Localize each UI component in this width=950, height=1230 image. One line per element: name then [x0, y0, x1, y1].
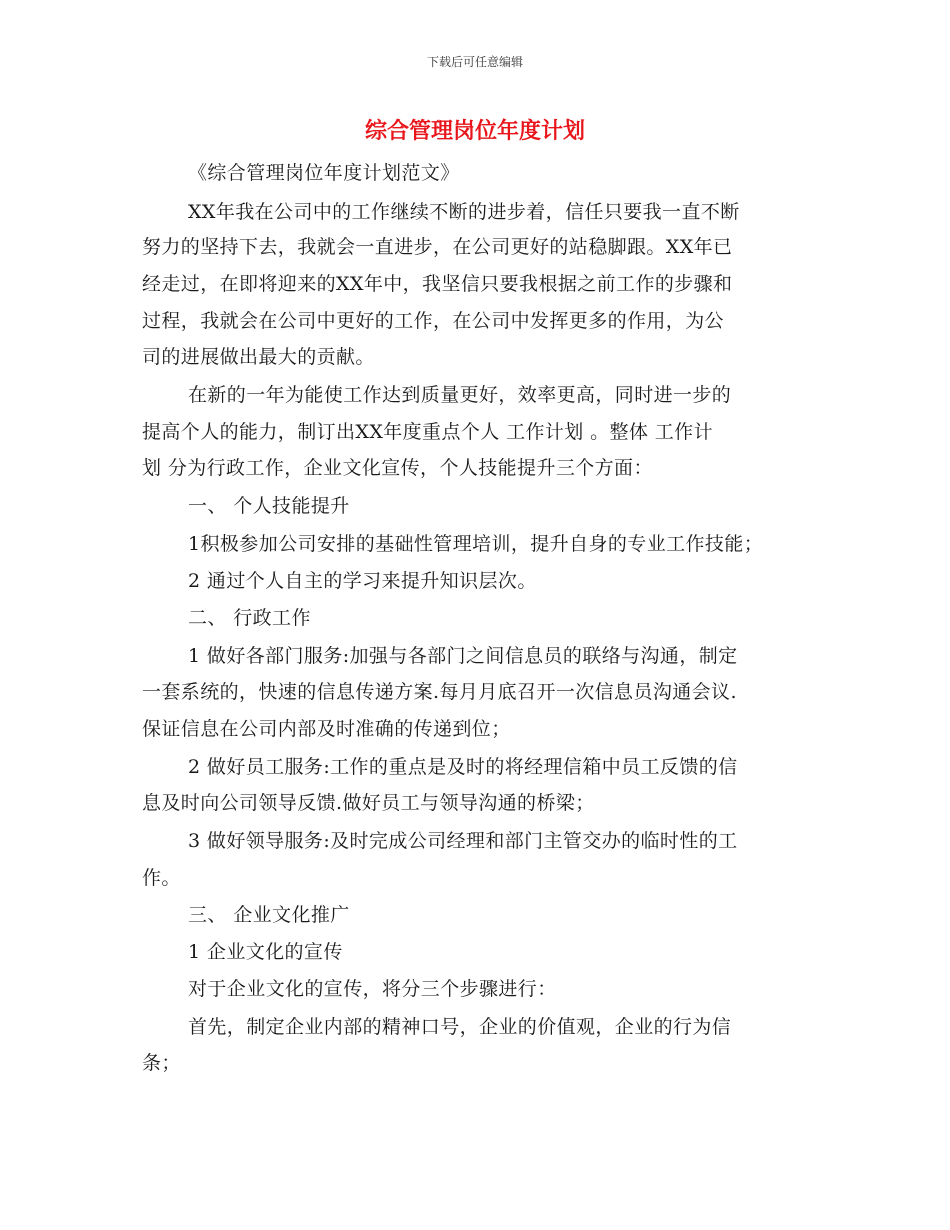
text-line: 划 分为行政工作，企业文化宣传，个人技能提升三个方面： [142, 457, 653, 479]
text-line: 息及时向公司领导反馈.做好员工与领导沟通的桥梁； [142, 792, 595, 814]
text-line: 条； [142, 1052, 181, 1074]
text-line: 《综合管理岗位年度计划范文》 [188, 162, 460, 184]
text-line: 2 通过个人自主的学习来提升知识层次。 [188, 570, 537, 592]
text-line: 经走过，在即将迎来的XX年中，我坚信只要我根据之前工作的步骤和 [142, 273, 733, 295]
document-title: 综合管理岗位年度计划 [364, 119, 585, 144]
text-line: 一套系统的，快速的信息传递方案.每月月底召开一次信息员沟通会议. [142, 681, 737, 703]
text-line: 一、 个人技能提升 [188, 495, 350, 517]
text-line: 三、 企业文化推广 [188, 904, 350, 926]
text-line: 2 做好员工服务:工作的重点是及时的将经理信箱中员工反馈的信 [188, 756, 738, 778]
text-line: 二、 行政工作 [188, 607, 311, 629]
text-line: 对于企业文化的宣传，将分三个步骤进行： [188, 978, 557, 1000]
text-line: 作。 [142, 867, 181, 889]
text-line: 司的进展做出最大的贡献。 [142, 346, 375, 368]
text-line: 努力的坚持下去，我就会一直进步，在公司更好的站稳脚跟。XX年已 [142, 236, 733, 258]
text-line: 保证信息在公司内部及时准确的传递到位； [142, 718, 511, 740]
text-line: XX年我在公司中的工作继续不断的进步着，信任只要我一直不断 [188, 201, 740, 223]
text-line: 提高个人的能力，制订出XX年度重点个人 工作计划 。整体 工作计 [142, 421, 713, 443]
text-line: 1 企业文化的宣传 [188, 941, 343, 963]
text-line: 过程，我就会在公司中更好的工作，在公司中发挥更多的作用，为公 [142, 310, 725, 332]
text-line: 3 做好领导服务:及时完成公司经理和部门主管交办的临时性的工 [188, 830, 738, 852]
page-header: 下载后可任意编辑 [426, 55, 523, 69]
text-line: 1 做好各部门服务:加强与各部门之间信息员的联络与沟通，制定 [188, 645, 738, 667]
text-line: 1积极参加公司安排的基础性管理培训，提升自身的专业工作技能； [188, 533, 764, 555]
text-line: 在新的一年为能使工作达到质量更好，效率更高，同时进一步的 [188, 384, 732, 406]
text-line: 首先，制定企业内部的精神口号，企业的价值观，企业的行为信 [188, 1016, 732, 1038]
